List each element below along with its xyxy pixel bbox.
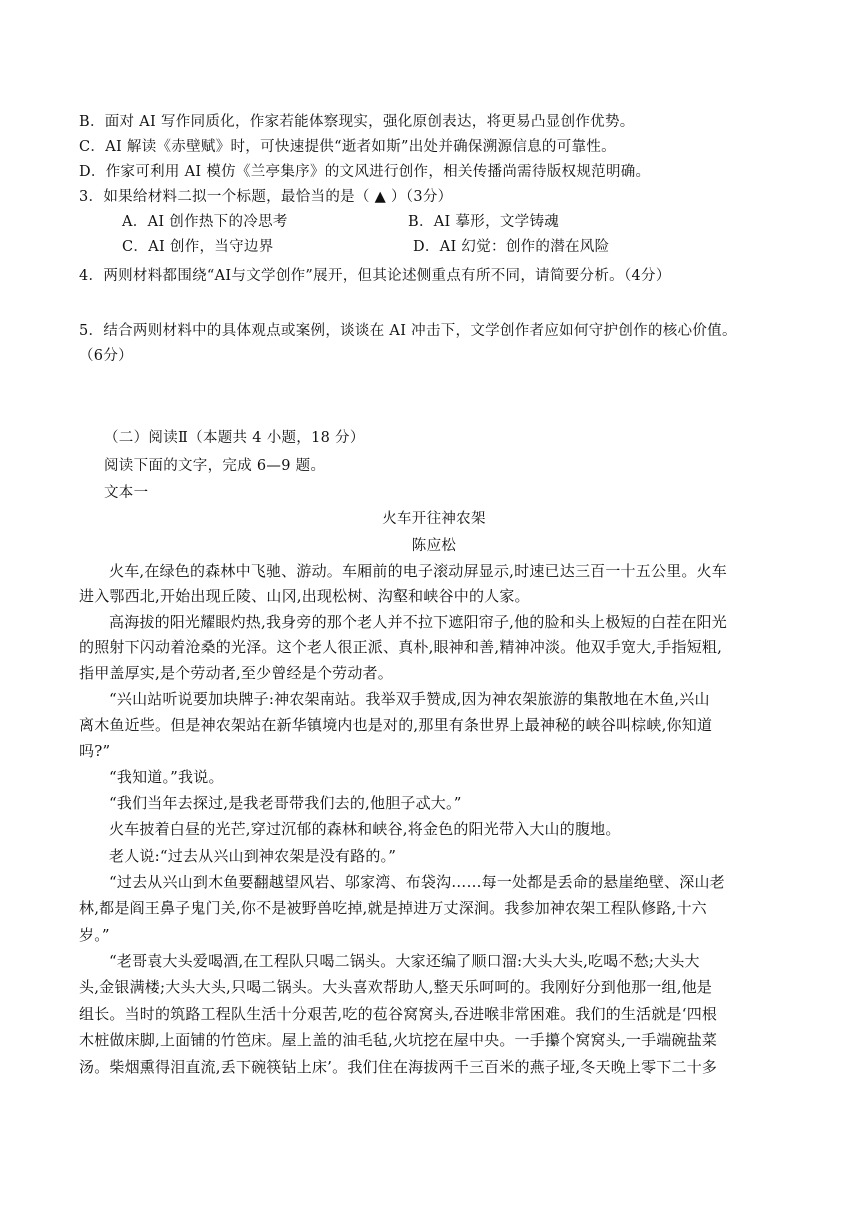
passage-line: 林,都是阎王鼻子鬼门关,你不是被野兽吃掉,就是掉进万丈深涧。我参加神农架工程队修路,十六 <box>79 899 707 917</box>
q4-stem: 4．两则材料都围绕“AI与文学创作”展开，但其论述侧重点有所不同，请简要分析。（4分） <box>79 268 671 284</box>
text-label: 文本一 <box>104 485 149 501</box>
q2-option-b: B．面对 AI 写作同质化，作家若能体察现实，强化原创表达，将更易凸显创作优势。 <box>79 114 635 130</box>
passage-line: 高海拔的阳光耀眼灼热,我身旁的那个老人并不拉下遮阳帘子,他的脸和头上极短的白茬在阳光 <box>109 613 727 631</box>
passage-line: “我知道。”我说。 <box>109 768 224 786</box>
section2-instruction: 阅读下面的文字，完成 6—9 题。 <box>104 458 326 474</box>
passage-line: “过去从兴山到木鱼要翻越望风岩、邬家湾、布袋沟……每一处都是丢命的悬崖绝壁、深山老 <box>109 873 725 891</box>
passage-line: 火车,在绿色的森林中飞驰、游动。车厢前的电子滚动屏显示,时速已达三百一十五公里。火车 <box>109 562 727 580</box>
passage-line: 进入鄂西北,开始出现丘陵、山冈,出现松树、沟壑和峡谷中的人家。 <box>79 587 530 605</box>
passage-line: 离木鱼近些。但是神农架站在新华镇境内也是对的,那里有条世界上最神秘的峡谷叫棕峡,你知道 <box>79 716 713 734</box>
q5-stem-line1: 5．结合两则材料中的具体观点或案例，谈谈在 AI 冲击下，文学创作者应如何守护创作的核心价值。 <box>79 323 737 339</box>
passage-line: 的照射下闪动着沧桑的光泽。这个老人很正派、真朴,眼神和善,精神冲淡。他双手宽大,手指短粗, <box>79 638 723 656</box>
q3-option-a: A．AI 创作热下的冷思考 <box>122 214 288 230</box>
passage-line: “兴山站听说要加块牌子:神农架南站。我举双手赞成,因为神农架旅游的集散地在木鱼,兴山 <box>109 690 710 708</box>
passage-line: “我们当年去探过,是我老哥带我们去的,他胆子忒大。” <box>109 794 462 812</box>
q3-option-c: C．AI 创作，当守边界 <box>122 239 274 255</box>
passage-line: 汤。柴烟熏得泪直流,丢下碗筷钻上床’。我们住在海拔两千三百米的燕子垭,冬天晚上零下二十多 <box>79 1058 718 1076</box>
q3-option-b: B．AI 摹形，文学铸魂 <box>408 214 560 230</box>
passage-line: 老人说:“过去从兴山到神农架是没有路的。” <box>109 847 397 865</box>
passage-line: 木桩做床脚,上面铺的竹笆床。屋上盖的油毛毡,火坑挖在屋中央。一手攥个窝窝头,一手端碗盐菜 <box>79 1031 718 1049</box>
q2-option-c: C．AI 解读《赤壁赋》时，可快速提供“逝者如斯”出处并确保溯源信息的可靠性。 <box>79 139 616 155</box>
q2-option-d: D．作家可利用 AI 模仿《兰亭集序》的文风进行创作，相关传播尚需待版权规范明确。 <box>79 164 651 180</box>
passage-line: 火车披着白昼的光芒,穿过沉郁的森林和峡谷,将金色的阳光带入大山的腹地。 <box>109 820 621 838</box>
passage-author: 陈应松 <box>411 538 457 554</box>
q3-option-d: D．AI 幻觉：创作的潜在风险 <box>413 239 610 255</box>
section2-heading: （二）阅读Ⅱ（本题共 4 小题，18 分） <box>104 430 365 446</box>
passage-line: 组长。当时的筑路工程队生活十分艰苦,吃的苞谷窝窝头,吞进喉非常困难。我们的生活就是‘四根 <box>79 1005 718 1023</box>
passage-line: 指甲盖厚实,是个劳动者,至少曾经是个劳动者。 <box>79 664 393 682</box>
passage-line: 头,金银满楼;大头大头,只喝二锅头。大头喜欢帮助人,整天乐呵呵的。我刚好分到他那一组,他是 <box>79 978 713 996</box>
q3-stem: 3．如果给材料二拟一个标题，最恰当的是（ ▲ ）（3分） <box>79 189 453 205</box>
q5-stem-line2: （6分） <box>79 348 133 364</box>
passage-line: “老哥袁大头爱喝酒,在工程队只喝二锅头。大家还编了顺口溜:大头大头,吃喝不愁;大头大 <box>109 952 700 970</box>
passage-line: 吗?” <box>79 742 111 760</box>
passage-line: 岁。” <box>79 926 110 944</box>
passage-title: 火车开往神农架 <box>382 511 486 527</box>
